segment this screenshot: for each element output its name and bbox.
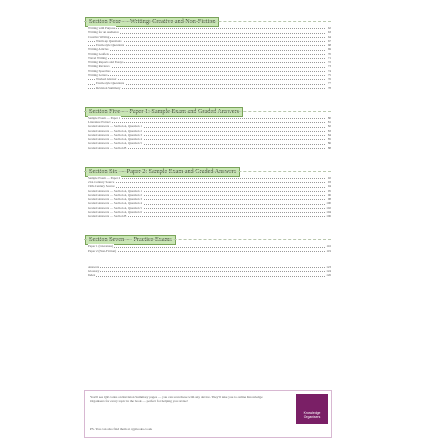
toc-page-number: 64 [327, 34, 331, 39]
toc-entry [84, 214, 331, 218]
toc-page-number: 63 [327, 30, 331, 35]
toc-page-number: 94 [327, 184, 331, 189]
toc-entry-label: Writing Speeches [88, 68, 111, 73]
toc-entry-label: Glossary [88, 269, 100, 273]
toc-page-number: 78 [327, 85, 331, 90]
toc-entry-label: Graded Answers — Section A, Question 3 [88, 132, 142, 137]
dot-leader [88, 28, 325, 29]
brand-label: Knowledge Organisers [303, 411, 321, 420]
toc-page-number: 62 [327, 26, 331, 30]
toc-page-number: 67 [327, 38, 331, 43]
dot-leader [88, 67, 325, 68]
toc-entry-label: Writing Letters [88, 72, 108, 77]
toc-entry-label: Writing Articles [88, 47, 109, 52]
section-entries [84, 26, 331, 90]
dot-leader [88, 50, 325, 51]
knowledge-organisers-badge [296, 394, 328, 424]
toc-entry [84, 273, 331, 277]
toc-entry-label: Writing Leaflets [88, 51, 109, 56]
dot-leader [88, 271, 325, 272]
dot-leader [88, 79, 325, 80]
toc-entry [84, 86, 331, 90]
toc-page-number: 119 [326, 248, 331, 253]
toc-page-number: 116 [326, 244, 331, 249]
toc-entry-label: Graded Answers — Section A, Question 6 [88, 209, 142, 214]
section-title: Section Six — Paper 2: Sample Exam and Graded Answers [85, 167, 240, 177]
toc-page-number: 92 [327, 175, 331, 180]
toc-entry-label: Worked Answer [96, 77, 117, 81]
toc-page-number: 95 [327, 188, 331, 193]
toc-entry-label: Graded Answers — Section A, Question 1 [88, 188, 142, 193]
toc-page-number: 70 [327, 51, 331, 56]
toc-page-number: 81 [327, 120, 331, 124]
toc-page-number: 96 [327, 192, 331, 197]
toc-entry-label: Graded Answers — Section A, Question 4 [88, 137, 142, 141]
toc-entry-label: Warm-up Questions [96, 38, 122, 43]
dot-leader [88, 187, 325, 188]
dot-leader [88, 182, 325, 183]
toc-entry-label: Paper 1 (Literature) [88, 244, 114, 249]
toc-entry-label: Graded Answers — Section A, Question 1 [88, 124, 142, 129]
toc-page-number: 74 [327, 68, 331, 73]
toc-page-number: 73 [327, 64, 331, 69]
toc-entry-label: Graded Answers — Section A, Question 5 [88, 205, 142, 210]
section-entries [84, 176, 331, 219]
toc-page-number: 126 [326, 273, 331, 278]
toc-page-number: 93 [327, 180, 331, 184]
dot-leader [88, 276, 325, 277]
toc-page-number: 77 [327, 81, 331, 86]
toc-entry-label: Exam-style Questions [96, 81, 125, 86]
toc-entry-label: 19th-Century Source [88, 184, 115, 189]
toc-entry-label: Travel Writing [88, 55, 107, 60]
toc-page-number: 69 [327, 47, 331, 52]
toc-entry-label: Creative Writing [88, 34, 110, 39]
section-title: Section Four — Writing: Creative and Non-Fiction [85, 17, 219, 27]
toc-entry-label: Answers [88, 264, 100, 269]
toc-entry-label: Writing with Purpose [88, 26, 116, 30]
dot-leader [88, 122, 325, 123]
toc-entry-label: Graded Answers — Section B [88, 214, 127, 218]
section-header [84, 160, 331, 175]
toc-entry-label: Revision Summary [96, 85, 121, 90]
toc-entry-label: Graded Answers — Section A, Question 5 [88, 141, 142, 146]
toc-page-number: 82 [327, 124, 331, 129]
toc-entry-label: Writing Reviews [88, 64, 110, 69]
section-title: Section Seven — Practice Exams [85, 235, 176, 245]
toc-page-number: 102 [326, 205, 331, 210]
toc-page-number: 68 [327, 43, 331, 47]
toc-page-number: 123 [326, 264, 331, 269]
dot-leader [88, 247, 325, 248]
toc-entry-label: Writing for an Audience [88, 30, 119, 35]
toc-page-number: 124 [326, 269, 331, 273]
toc-page-number: 86 [327, 141, 331, 146]
section-header [84, 100, 331, 115]
toc-entry-label: Graded Answers — Section A, Question 2 [88, 192, 142, 197]
toc-entry [84, 146, 331, 150]
toc-page-number: 84 [327, 132, 331, 137]
toc-entry-label: Graded Answers — Section A, Question 3 [88, 197, 142, 201]
toc-entry-label: Literature Extract [88, 120, 111, 124]
toc-entry-label: Sample Exam — Paper 1 [88, 115, 121, 120]
toc-page-number: 88 [327, 145, 331, 150]
toc-page-number: 106 [326, 214, 331, 218]
knowledge-organiser-callout [84, 390, 332, 438]
toc-entry-label: Graded Answers — Section B [88, 145, 127, 150]
back-matter-entries [84, 265, 331, 278]
section-header [84, 228, 331, 244]
toc-page-number: 76 [327, 77, 331, 81]
toc-entry-label: Sample Exam — Paper 2 [88, 175, 121, 180]
toc-page-number: 85 [327, 137, 331, 141]
toc-page-number: 83 [327, 128, 331, 133]
section-title: Section Five — Paper 1: Sample Exam and Graded Answers [85, 107, 243, 117]
toc-page-number: 104 [326, 209, 331, 214]
toc-entry-label: Paper 2 (Non-Fiction) [88, 248, 117, 253]
toc-entry-label: Graded Answers — Section A, Question 4 [88, 201, 142, 206]
toc-page-number: 80 [327, 115, 331, 120]
callout-ps: PS. You can also find them at cgpbooks.co.uk [90, 427, 153, 431]
table-of-contents [84, 8, 331, 278]
toc-entry-label: Exam-style Questions [96, 43, 125, 47]
toc-entry-label: Writing Reports and Essays [88, 60, 124, 64]
toc-page-number: 71 [327, 55, 331, 60]
section-header [84, 10, 331, 25]
toc-page-number: 72 [327, 60, 331, 64]
callout-text: You'll see QR codes on Revision Summary pages — you can scan these with any device. They'll take you to online Knowledge Organisers for every topic in the book — perfect for helping you revise! [90, 395, 263, 404]
dot-leader [88, 33, 325, 34]
toc-entry-label: Index [88, 273, 96, 278]
section-entries [84, 116, 331, 150]
toc-page-number: 75 [327, 72, 331, 77]
toc-page-number: 100 [326, 201, 331, 206]
toc-page-number: 98 [327, 197, 331, 201]
toc-entry [84, 249, 331, 253]
toc-entry-label: 21st-Century Source [88, 180, 115, 184]
toc-entry-label: Graded Answers — Section A, Question 2 [88, 128, 142, 133]
section-entries [84, 244, 331, 253]
